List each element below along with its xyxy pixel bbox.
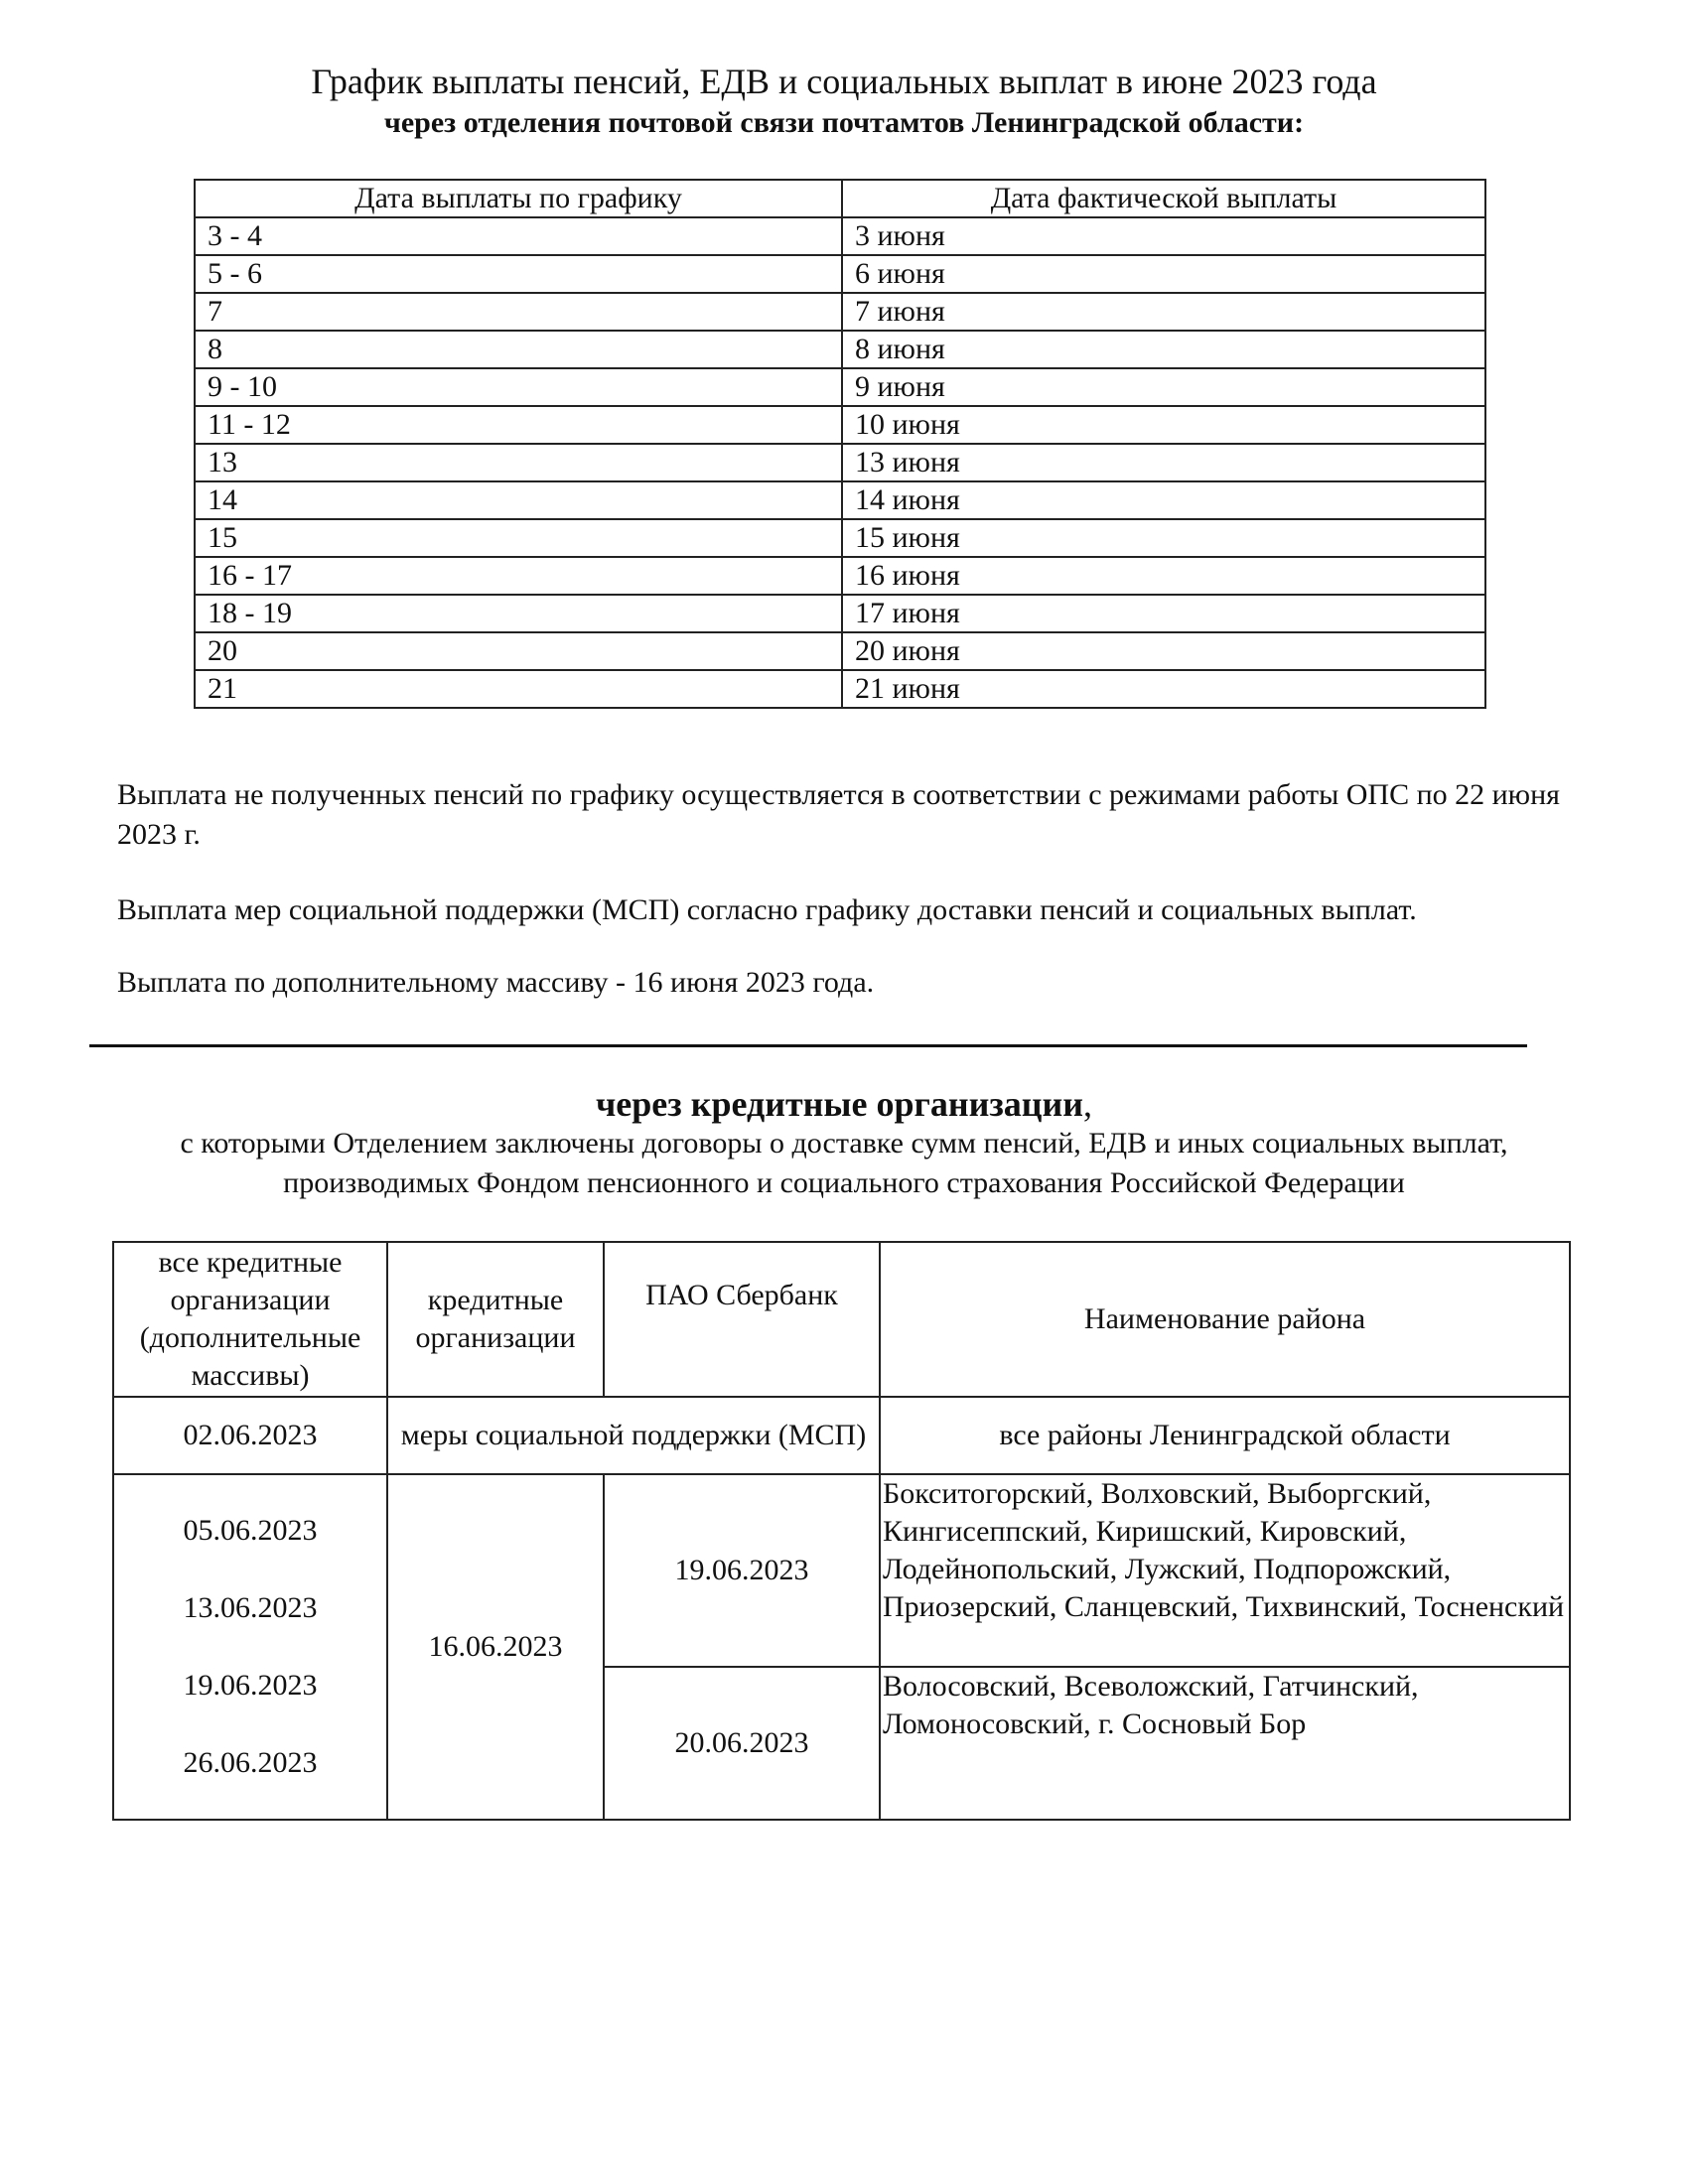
table-row: [195, 670, 1485, 708]
scheduled-date-cell: 3 - 4: [195, 217, 842, 255]
group1-sber-date: 19.06.2023: [604, 1474, 880, 1667]
actual-date-cell: 20 июня: [842, 632, 1485, 670]
scheduled-date-cell: 14: [195, 481, 842, 519]
msp-row: [113, 1397, 1570, 1474]
actual-date-cell: 21 июня: [842, 670, 1485, 708]
note-unreceived-pensions: Выплата не полученных пенсий по графику осуществляется в соответствии с режимами работы ОПС по 22 июня 2023 г.: [117, 778, 1560, 851]
post-schedule-table: [194, 179, 1486, 709]
msp-district: все районы Ленинградской области: [880, 1397, 1570, 1474]
scheduled-date-cell: 13: [195, 444, 842, 481]
header-sberbank: ПАО Сбербанк: [604, 1242, 880, 1397]
document-subtitle: через отделения почтовой связи почтамтов Ленинградской области:: [383, 106, 1305, 139]
note-social-support: Выплата мер социальной поддержки (МСП) согласно графику доставки пенсий и социальных выплат.: [117, 893, 1417, 926]
table-row: [195, 293, 1485, 331]
table-row: [195, 595, 1485, 632]
actual-date-cell: 10 июня: [842, 406, 1485, 444]
msp-date: 02.06.2023: [113, 1397, 387, 1474]
actual-date-cell: 16 июня: [842, 557, 1485, 595]
group1-row: [113, 1474, 1570, 1667]
header-district-name: Наименование района: [880, 1242, 1570, 1397]
credit-orgs-date: 16.06.2023: [387, 1474, 604, 1820]
table-row: [195, 444, 1485, 481]
document-title: График выплаты пенсий, ЕДВ и социальных выплат в июне 2023 года: [311, 62, 1377, 101]
actual-date-cell: 6 июня: [842, 255, 1485, 293]
extra-date: 05.06.2023: [183, 1514, 318, 1547]
table-row: [195, 557, 1485, 595]
table-row: [195, 519, 1485, 557]
extra-dates-cell: [113, 1474, 387, 1820]
scheduled-date-cell: 7: [195, 293, 842, 331]
credit-schedule-table: [112, 1241, 1571, 1821]
note-additional-array: Выплата по дополнительному массиву - 16 июня 2023 года.: [117, 966, 875, 999]
extra-date: 19.06.2023: [183, 1669, 318, 1702]
scheduled-date-cell: 15: [195, 519, 842, 557]
actual-date-cell: 17 июня: [842, 595, 1485, 632]
credit-heading-tail: ,: [1083, 1084, 1093, 1124]
scheduled-date-cell: 5 - 6: [195, 255, 842, 293]
section-divider: [89, 1044, 1527, 1047]
table-header-row: [195, 180, 1485, 217]
credit-section-heading: [0, 1082, 1688, 1126]
table-row: [195, 632, 1485, 670]
group1-districts: Бокситогорский, Волховский, Выборгский, Кингисеппский, Киришский, Кировский, Лодейнопольский, Лужский, Подпорожский, Приозерский, Сланцевский, Тихвинский, Тосненский: [880, 1474, 1570, 1667]
scheduled-date-cell: 9 - 10: [195, 368, 842, 406]
actual-date-cell: 13 июня: [842, 444, 1485, 481]
column-header-scheduled: Дата выплаты по графику: [195, 180, 842, 217]
group2-sber-date: 20.06.2023: [604, 1667, 880, 1820]
actual-date-cell: 3 июня: [842, 217, 1485, 255]
header-credit-orgs: кредитные организации: [387, 1242, 604, 1397]
scheduled-date-cell: 18 - 19: [195, 595, 842, 632]
header-all-credit-orgs: все кредитные организации (дополнительные массивы): [113, 1242, 387, 1397]
msp-label: меры социальной поддержки (МСП): [387, 1397, 880, 1474]
table-row: [195, 406, 1485, 444]
actual-date-cell: 9 июня: [842, 368, 1485, 406]
column-header-actual: Дата фактической выплаты: [842, 180, 1485, 217]
scheduled-date-cell: 11 - 12: [195, 406, 842, 444]
scheduled-date-cell: 20: [195, 632, 842, 670]
table-row: [195, 217, 1485, 255]
extra-date: 26.06.2023: [183, 1746, 318, 1779]
table-row: [195, 255, 1485, 293]
actual-date-cell: 7 июня: [842, 293, 1485, 331]
extra-date: 13.06.2023: [183, 1591, 318, 1624]
scheduled-date-cell: 8: [195, 331, 842, 368]
actual-date-cell: 14 июня: [842, 481, 1485, 519]
credit-table-header-row: [113, 1242, 1570, 1397]
table-row: [195, 368, 1485, 406]
scheduled-date-cell: 21: [195, 670, 842, 708]
group2-districts: Волосовский, Всеволожский, Гатчинский, Ломоносовский, г. Сосновый Бор: [880, 1667, 1570, 1820]
table-row: [195, 331, 1485, 368]
credit-heading-bold: через кредитные организации: [595, 1084, 1084, 1124]
scheduled-date-cell: 16 - 17: [195, 557, 842, 595]
actual-date-cell: 15 июня: [842, 519, 1485, 557]
credit-section-description: с которыми Отделением заключены договоры о доставке сумм пенсий, ЕДВ и иных социальных выплат, производимых Фондом пенсионного и социального страхования Российской Федерации: [180, 1127, 1508, 1199]
actual-date-cell: 8 июня: [842, 331, 1485, 368]
table-row: [195, 481, 1485, 519]
